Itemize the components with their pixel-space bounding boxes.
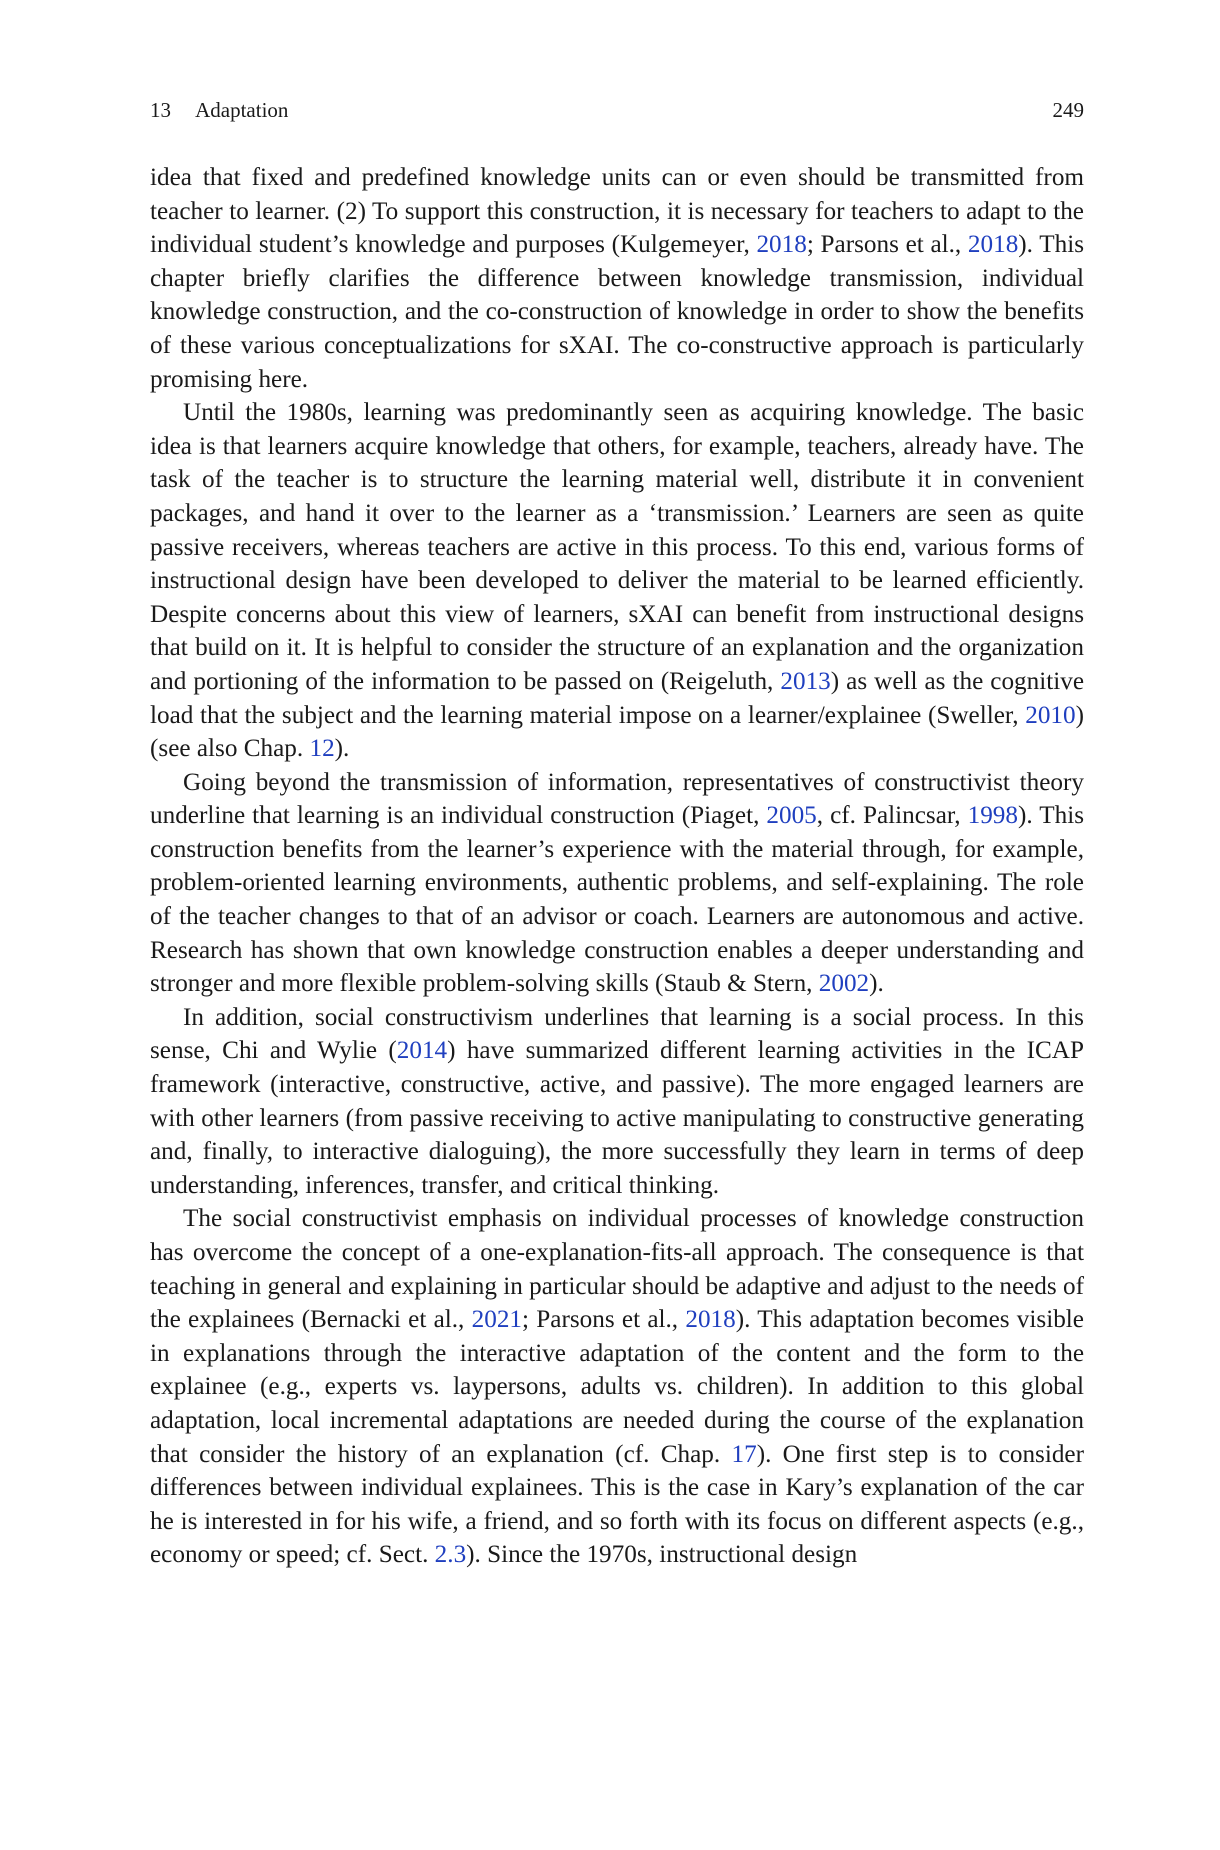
text-run: ). This construction benefits from the learner’s experience with the material through, for example, problem-oriented learning environments, authentic problems, and self-explaining. The role of the teacher changes to that of an advisor or coach. Learners are autonomous and active. Research has shown that own knowledge construction enables a deeper understanding and stronger and more flexible problem-solving skills (Staub & Stern, [150, 802, 1084, 998]
text-run: ). [869, 970, 884, 998]
reference-link[interactable]: 2013 [780, 667, 831, 695]
reference-link[interactable]: 2002 [818, 970, 870, 998]
text-run: ). This adaptation becomes visible in explanations through the interactive adaptation of the content and the form to the explainee (e.g., experts vs. laypersons, adults vs. children). In addition to this global adaptation, local incremental adaptations are needed during the course of the explanation that consider the history of an explanation (cf. Chap. [150, 1306, 1084, 1468]
reference-link[interactable]: 2.3 [434, 1541, 467, 1569]
text-run: ) have summarized different learning activities in the ICAP framework (interactive, constructive, active, and passive). The more engaged learners are with other learners (from passive receiving to active manipulating to constructive generating and, finally, to interactive dialoguing), the more successfully they learn in terms of deep understanding, inferences, transfer, and critical thinking. [150, 1037, 1084, 1199]
paragraph [150, 396, 1084, 766]
text-run: , cf. Palincsar, [816, 802, 968, 830]
reference-link[interactable]: 2014 [396, 1037, 448, 1065]
text-run: ) as well as the cognitive load that the subject and the learning material impose on a learner/explainee (Sweller, [150, 667, 1084, 729]
text-run: ; Parsons et al., [522, 1306, 686, 1334]
reference-link[interactable]: 2010 [1025, 701, 1076, 729]
text-run: ). One first step is to consider differences between individual explainees. This is the case in Kary’s explanation of the car he is interested in for his wife, a friend, and so forth with its focus on different aspects (e.g., economy or speed; cf. Sect. [150, 1440, 1084, 1569]
reference-link[interactable]: 2005 [766, 802, 817, 830]
reference-link[interactable]: 12 [309, 735, 335, 763]
text-run: ; Parsons et al., [806, 231, 968, 259]
text-run: Until the 1980s, learning was predominantly seen as acquiring knowledge. The basic idea is that learners acquire knowledge that others, for example, teachers, already have. The task of the teacher is to structure the learning material well, distribute it in convenient packages, and hand it over to the learner as a ‘transmission.’ Learners are seen as quite passive receivers, whereas teachers are active in this process. To this end, various forms of instructional design have been developed to deliver the material to be learned efficiently. Despite concerns about this view of learners, sXAI can benefit from instructional designs that build on it. It is helpful to consider the structure of an explanation and the organization and portioning of the information to be passed on (Reigeluth, [150, 399, 1084, 695]
page-number: 249 [1052, 98, 1084, 122]
text-run: ). This chapter briefly clarifies the difference between knowledge transmission, individual knowledge construction, and the co-construction of knowledge in order to show the benefits of these various conceptualizations for sXAI. The co-constructive approach is particularly promising here. [150, 231, 1084, 393]
text-run: ). [334, 735, 350, 763]
reference-link[interactable]: 2018 [756, 231, 807, 259]
reference-link[interactable]: 2018 [685, 1306, 736, 1334]
chapter-title: Adaptation [195, 98, 289, 122]
reference-link[interactable]: 1998 [967, 802, 1018, 830]
running-header [150, 96, 1084, 124]
text-run: The social constructivist emphasis on individual processes of knowledge construction has overcome the concept of a one-explanation-fits-all approach. The consequence is that teaching in general and explaining in particular should be adaptive and adjust to the needs of the explainees (Bernacki et al., [150, 1205, 1084, 1334]
reference-link[interactable]: 2018 [967, 231, 1019, 259]
chapter-number: 13 [150, 98, 171, 122]
text-run: Going beyond the transmission of information, representatives of constructivist theory underline that learning is an individual construction (Piaget, [150, 768, 1084, 830]
reference-link[interactable]: 2021 [471, 1306, 522, 1334]
reference-link[interactable]: 17 [731, 1440, 757, 1468]
paragraph [150, 1001, 1084, 1203]
paragraph [150, 161, 1084, 396]
paragraph [150, 766, 1084, 1001]
text-run: ) (see also Chap. [150, 701, 1084, 763]
paragraph [150, 1202, 1084, 1572]
book-page [150, 96, 1084, 1572]
body-text [150, 161, 1084, 1572]
text-run: In addition, social constructivism underlines that learning is a social process. In this sense, Chi and Wylie ( [150, 1003, 1084, 1065]
chapter-heading [150, 96, 288, 124]
text-run: ). Since the 1970s, instructional design [466, 1541, 858, 1569]
text-run: idea that fixed and predefined knowledge units can or even should be transmitted from teacher to learner. (2) To support this construction, it is necessary for teachers to adapt to the individual student’s knowledge and purposes (Kulgemeyer, [150, 164, 1084, 259]
